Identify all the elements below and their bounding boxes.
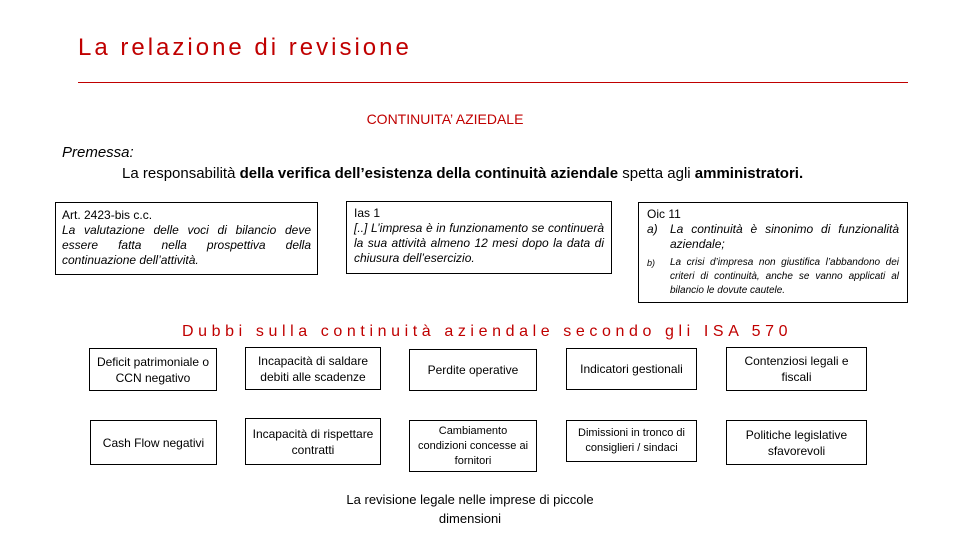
- art-box-title: Art. 2423-bis c.c.: [62, 208, 153, 222]
- ias-1-box: [346, 201, 612, 274]
- premessa-part: La responsabilità: [122, 165, 240, 182]
- oic-item-text: La crisi d’impresa non giustifica l’abbandono dei criteri di continuità, anche se vanno applicati al bilancio le dovute cautele.: [670, 257, 899, 296]
- premessa-part-bold: della verifica dell’esistenza della continuità aziendale: [239, 165, 619, 182]
- cell-indicatori-gestionali: Indicatori gestionali: [566, 348, 697, 390]
- premessa-label: Premessa:: [62, 144, 134, 161]
- ias-box-text: [..] L’impresa è in funzionamento se continuerà la sua attività almeno 12 mesi dopo la data di chiusura dell’esercizio.: [354, 221, 604, 265]
- cell-incapacita-saldare: Incapacità di saldare debiti alle scadenze: [245, 347, 381, 390]
- premessa-text: [122, 165, 803, 182]
- section-heading: CONTINUITA’ AZIEDALE: [366, 111, 524, 127]
- cell-cash-flow: Cash Flow negativi: [90, 420, 217, 465]
- oic-box-title: Oic 11: [647, 207, 681, 221]
- cell-politiche-legislative: Politiche legislative sfavorevoli: [726, 420, 867, 465]
- dubbi-title: Dubbi sulla continuità aziendale secondo gli ISA 570: [182, 323, 793, 340]
- title-divider: [78, 82, 908, 83]
- oic-11-box: [638, 202, 908, 303]
- cell-incapacita-contratti: Incapacità di rispettare contratti: [245, 418, 381, 465]
- cell-deficit-patrimoniale: Deficit patrimoniale o CCN negativo: [89, 348, 217, 391]
- cell-perdite-operative: Perdite operative: [409, 349, 537, 391]
- oic-item-text: La continuità è sinonimo di funzionalità aziendale;: [670, 222, 899, 251]
- art-2423-box: [55, 202, 318, 275]
- oic-item-label: a): [647, 222, 658, 236]
- art-box-text: La valutazione delle voci di bilancio deve essere fatta nella prospettiva della continuazione dell’attività.: [62, 223, 311, 267]
- cell-contenziosi: Contenziosi legali e fiscali: [726, 347, 867, 391]
- page-title: La relazione di revisione: [78, 34, 412, 61]
- premessa-part: spetta agli: [618, 165, 695, 182]
- oic-item-label: b): [647, 258, 656, 268]
- premessa-part-bold: amministratori.: [694, 165, 804, 182]
- ias-box-title: Ias 1: [354, 206, 381, 220]
- oic-item-a: [647, 222, 899, 252]
- oic-item-b: [647, 256, 899, 298]
- cell-cambiamento-condizioni: Cambiamento condizioni concesse ai fornitori: [409, 420, 537, 472]
- footer-caption: La revisione legale nelle imprese di piccole dimensioni: [346, 492, 594, 526]
- cell-dimissioni: Dimissioni in tronco di consiglieri / sindaci: [566, 420, 697, 462]
